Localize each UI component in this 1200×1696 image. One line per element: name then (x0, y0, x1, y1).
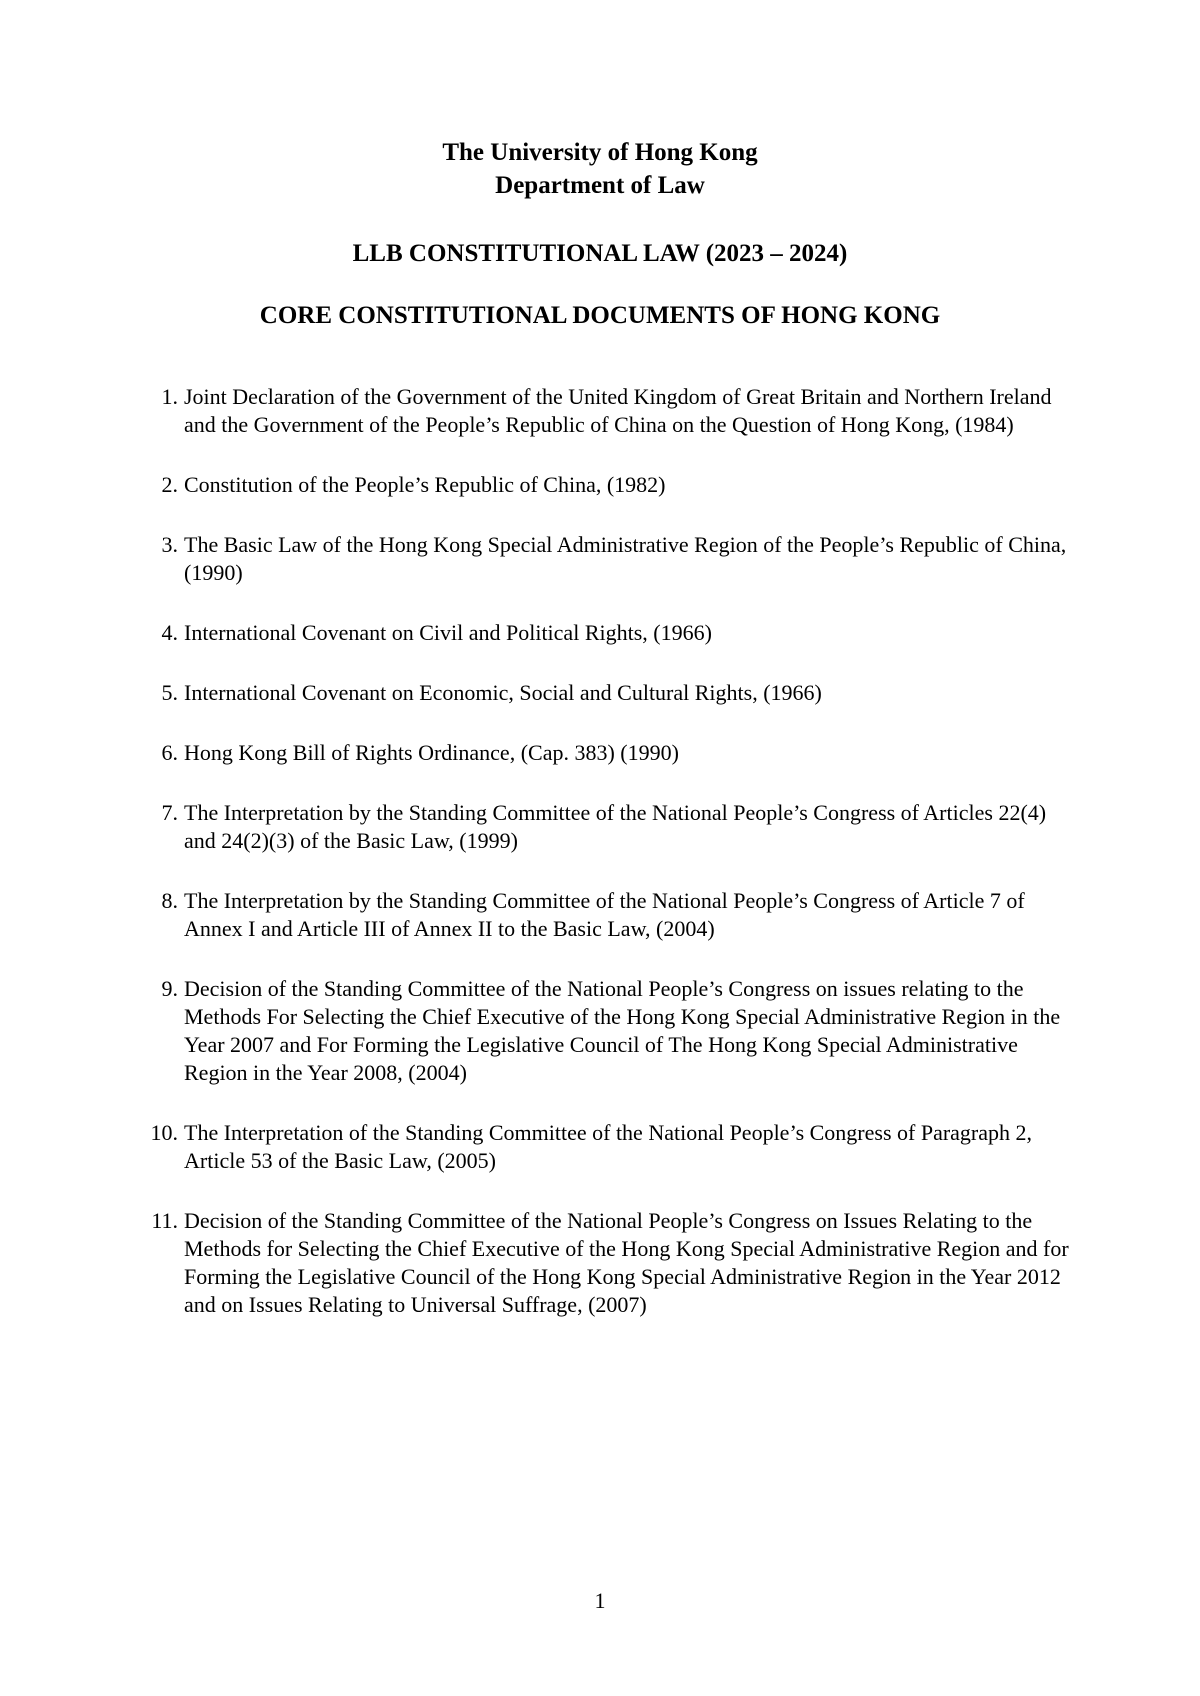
list-item-number: 4. (161, 620, 178, 645)
list-item (140, 887, 1070, 943)
list-item-number: 2. (161, 472, 178, 497)
list-item-number: 3. (161, 532, 178, 557)
list-item-text: Joint Declaration of the Government of the United Kingdom of Great Britain and Northern Ireland and the Government of the People’s Republic of China on the Question of Hong Kong, (1984) (184, 384, 1052, 437)
list-item (140, 799, 1070, 855)
list-item (140, 619, 1070, 647)
list-item-text: The Interpretation of the Standing Committee of the National People’s Congress of Paragraph 2, Article 53 of the Basic Law, (2005) (184, 1120, 1033, 1173)
page-number: 1 (594, 1588, 606, 1613)
document-list (140, 383, 1070, 1351)
list-item-text: The Basic Law of the Hong Kong Special Administrative Region of the People’s Republic of China, (1990) (184, 532, 1067, 585)
list-item (140, 471, 1070, 499)
list-item-text: International Covenant on Civil and Political Rights, (1966) (184, 620, 712, 645)
list-item-text: Constitution of the People’s Republic of China, (1982) (184, 472, 666, 497)
list-item-number: 7. (161, 800, 178, 825)
list-item-text: The Interpretation by the Standing Committee of the National People’s Congress of Articles 22(4) and 24(2)(3) of the Basic Law, (1999) (184, 800, 1047, 853)
university-name: The University of Hong Kong (442, 139, 758, 166)
department-name: Department of Law (495, 172, 705, 199)
list-item-number: 10. (150, 1120, 178, 1145)
list-item-text: International Covenant on Economic, Social and Cultural Rights, (1966) (184, 680, 822, 705)
list-item-number: 1. (161, 384, 178, 409)
list-item (140, 679, 1070, 707)
list-item-number: 11. (151, 1208, 178, 1233)
list-item-number: 8. (161, 888, 178, 913)
list-item (140, 531, 1070, 587)
list-item-number: 9. (161, 976, 178, 1001)
list-item-number: 6. (161, 740, 178, 765)
list-item-text: Decision of the Standing Committee of the National People’s Congress on Issues Relating to the Methods for Selecting the Chief Executive of the Hong Kong Special Administrative Region and for Forming the Legislative Council of the Hong Kong Special Administrative Region in the Year 2012 and on Issues Relating to Universal Suffrage, (2007) (184, 1208, 1069, 1317)
list-item (140, 975, 1070, 1087)
list-item (140, 383, 1070, 439)
document-title: CORE CONSTITUTIONAL DOCUMENTS OF HONG KONG (259, 302, 941, 329)
list-item-text: Hong Kong Bill of Rights Ordinance, (Cap. 383) (1990) (184, 740, 679, 765)
list-item (140, 1207, 1070, 1319)
list-item-number: 5. (161, 680, 178, 705)
list-item-text: Decision of the Standing Committee of the National People’s Congress on issues relating to the Methods For Selecting the Chief Executive of the Hong Kong Special Administrative Region in the Year 2007 and For Forming the Legislative Council of The Hong Kong Special Administrative Region in the Year 2008, (2004) (184, 976, 1061, 1085)
list-item (140, 739, 1070, 767)
course-title: LLB CONSTITUTIONAL LAW (2023 – 2024) (352, 240, 848, 267)
list-item (140, 1119, 1070, 1175)
list-item-text: The Interpretation by the Standing Committee of the National People’s Congress of Article 7 of Annex I and Article III of Annex II to the Basic Law, (2004) (184, 888, 1025, 941)
